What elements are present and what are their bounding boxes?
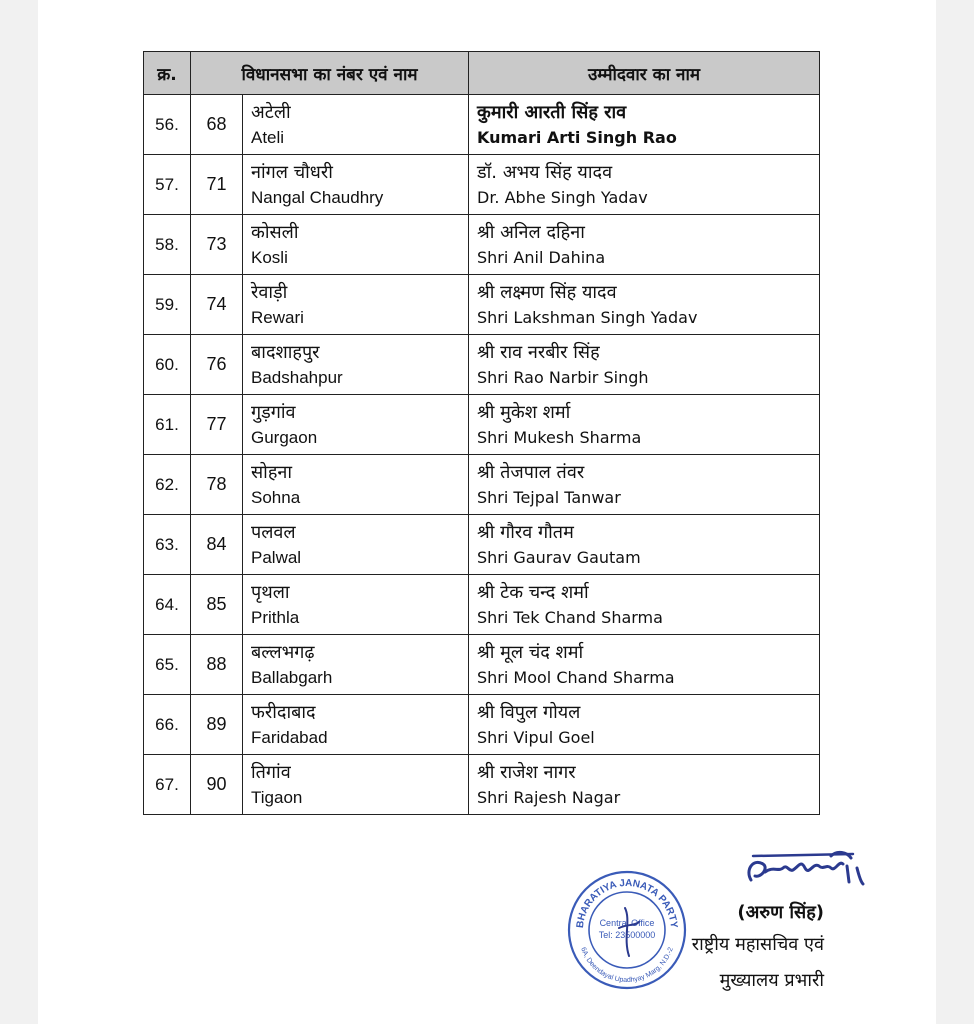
table-row xyxy=(144,395,820,455)
constituency-name-hindi: नांगल चौधरी xyxy=(251,161,333,183)
candidate-name-hindi: श्री राव नरबीर सिंह xyxy=(477,341,600,363)
candidate-cell xyxy=(469,635,820,695)
constituency-name-hindi: गुड़गांव xyxy=(251,401,296,423)
candidate-cell xyxy=(469,215,820,275)
serial-cell: 67. xyxy=(144,755,191,815)
serial-cell: 57. xyxy=(144,155,191,215)
constituency-name-english: Ateli xyxy=(251,127,285,147)
table-row xyxy=(144,695,820,755)
candidate-name-english: Kumari Arti Singh Rao xyxy=(477,127,677,147)
signatory-name: (अरुण सिंह) xyxy=(737,902,824,923)
constituency-cell xyxy=(243,515,469,575)
constituency-name-hindi: पलवल xyxy=(251,521,296,543)
serial-cell: 64. xyxy=(144,575,191,635)
constituency-number: 77 xyxy=(191,395,243,455)
constituency-name-english: Ballabgarh xyxy=(251,667,333,687)
stamp-center-line1: Central Office xyxy=(599,918,655,928)
document-page xyxy=(38,0,936,1024)
signatory-title-line2: मुख्यालय प्रभारी xyxy=(719,970,824,991)
candidate-name-hindi: कुमारी आरती सिंह राव xyxy=(477,101,627,123)
candidate-name-english: Shri Gaurav Gautam xyxy=(477,547,641,567)
constituency-cell xyxy=(243,455,469,515)
constituency-number: 74 xyxy=(191,275,243,335)
candidate-name-hindi: श्री विपुल गोयल xyxy=(477,701,581,723)
candidate-name-hindi: श्री गौरव गौतम xyxy=(477,521,574,543)
constituency-name-hindi: बादशाहपुर xyxy=(251,341,320,363)
table-row xyxy=(144,755,820,815)
constituency-cell xyxy=(243,155,469,215)
candidate-name-english: Shri Rao Narbir Singh xyxy=(477,367,649,387)
candidate-name-english: Shri Vipul Goel xyxy=(477,727,595,747)
constituency-cell xyxy=(243,695,469,755)
constituency-name-english: Faridabad xyxy=(251,727,328,747)
candidate-name-english: Shri Lakshman Singh Yadav xyxy=(477,307,698,327)
candidate-cell xyxy=(469,515,820,575)
candidate-name-english: Shri Anil Dahina xyxy=(477,247,606,267)
candidate-name-hindi: श्री मूल चंद शर्मा xyxy=(477,641,584,663)
serial-cell: 61. xyxy=(144,395,191,455)
table-row xyxy=(144,635,820,695)
candidate-name-hindi: श्री लक्ष्मण सिंह यादव xyxy=(477,281,617,303)
constituency-number: 78 xyxy=(191,455,243,515)
constituency-number: 85 xyxy=(191,575,243,635)
signatory-title-line1: राष्ट्रीय महासचिव एवं xyxy=(691,934,824,955)
constituency-cell xyxy=(243,575,469,635)
candidate-name-english: Dr. Abhe Singh Yadav xyxy=(477,187,648,207)
constituency-name-english: Nangal Chaudhry xyxy=(251,187,384,207)
stamp-ring-text: BHARATIYA JANATA PARTY xyxy=(574,877,680,929)
serial-cell: 63. xyxy=(144,515,191,575)
stamp-lower-ring-text: 6A, Deendayal Upadhyay Marg, N.D.-2 xyxy=(579,946,675,985)
constituency-number: 88 xyxy=(191,635,243,695)
constituency-number: 90 xyxy=(191,755,243,815)
serial-cell: 58. xyxy=(144,215,191,275)
serial-cell: 60. xyxy=(144,335,191,395)
constituency-number: 73 xyxy=(191,215,243,275)
serial-cell: 66. xyxy=(144,695,191,755)
table-header-row xyxy=(144,52,820,95)
candidate-cell xyxy=(469,395,820,455)
constituency-name-english: Sohna xyxy=(251,487,301,507)
constituency-name-english: Gurgaon xyxy=(251,427,318,447)
constituency-name-hindi: फरीदाबाद xyxy=(251,701,316,723)
constituency-number: 71 xyxy=(191,155,243,215)
constituency-name-english: Prithla xyxy=(251,607,300,627)
candidate-name-hindi: श्री मुकेश शर्मा xyxy=(477,401,571,423)
constituency-number: 84 xyxy=(191,515,243,575)
candidate-table xyxy=(143,51,820,815)
candidate-name-english: Shri Tek Chand Sharma xyxy=(477,607,663,627)
header-candidate: उम्मीदवार का नाम xyxy=(469,52,820,95)
constituency-name-hindi: तिगांव xyxy=(251,761,291,783)
serial-cell: 56. xyxy=(144,95,191,155)
constituency-name-hindi: पृथला xyxy=(251,581,290,603)
candidate-cell xyxy=(469,575,820,635)
candidate-cell xyxy=(469,275,820,335)
header-serial: क्र. xyxy=(144,52,191,95)
party-stamp xyxy=(565,868,690,993)
candidate-name-english: Shri Mool Chand Sharma xyxy=(477,667,675,687)
constituency-name-hindi: बल्लभगढ़ xyxy=(251,641,315,663)
constituency-cell xyxy=(243,335,469,395)
serial-cell: 59. xyxy=(144,275,191,335)
serial-cell: 62. xyxy=(144,455,191,515)
constituency-name-hindi: सोहना xyxy=(251,461,293,483)
constituency-name-english: Badshahpur xyxy=(251,367,343,387)
candidate-name-english: Shri Tejpal Tanwar xyxy=(477,487,621,507)
candidate-name-hindi: श्री राजेश नागर xyxy=(477,761,576,783)
constituency-name-english: Palwal xyxy=(251,547,302,567)
constituency-number: 76 xyxy=(191,335,243,395)
constituency-number: 89 xyxy=(191,695,243,755)
constituency-name-english: Tigaon xyxy=(251,787,303,807)
candidate-name-hindi: श्री टेक चन्द शर्मा xyxy=(477,581,589,603)
table-row xyxy=(144,515,820,575)
candidate-cell xyxy=(469,155,820,215)
candidate-name-hindi: श्री अनिल दहिना xyxy=(477,221,585,243)
constituency-cell xyxy=(243,95,469,155)
candidate-cell xyxy=(469,335,820,395)
table-row xyxy=(144,215,820,275)
constituency-cell xyxy=(243,275,469,335)
table-row xyxy=(144,95,820,155)
table-row xyxy=(144,575,820,635)
constituency-name-hindi: अटेली xyxy=(251,101,291,123)
candidate-name-english: Shri Rajesh Nagar xyxy=(477,787,621,807)
constituency-number: 68 xyxy=(191,95,243,155)
candidate-name-english: Shri Mukesh Sharma xyxy=(477,427,642,447)
table-row xyxy=(144,155,820,215)
candidate-name-hindi: श्री तेजपाल तंवर xyxy=(477,461,585,483)
candidate-name-hindi: डॉ. अभय सिंह यादव xyxy=(477,161,613,183)
constituency-name-hindi: कोसली xyxy=(251,221,299,243)
constituency-name-english: Rewari xyxy=(251,307,304,327)
candidate-cell xyxy=(469,695,820,755)
stamp-center-line2: Tel: 23500000 xyxy=(598,930,656,940)
constituency-name-hindi: रेवाड़ी xyxy=(251,281,288,303)
serial-cell: 65. xyxy=(144,635,191,695)
signature xyxy=(743,842,873,902)
candidate-cell xyxy=(469,455,820,515)
constituency-cell xyxy=(243,635,469,695)
candidate-cell xyxy=(469,755,820,815)
header-constituency: विधानसभा का नंबर एवं नाम xyxy=(191,52,469,95)
table-row xyxy=(144,455,820,515)
table-row xyxy=(144,275,820,335)
constituency-cell xyxy=(243,215,469,275)
candidate-cell xyxy=(469,95,820,155)
table-row xyxy=(144,335,820,395)
constituency-name-english: Kosli xyxy=(251,247,288,267)
constituency-cell xyxy=(243,395,469,455)
constituency-cell xyxy=(243,755,469,815)
